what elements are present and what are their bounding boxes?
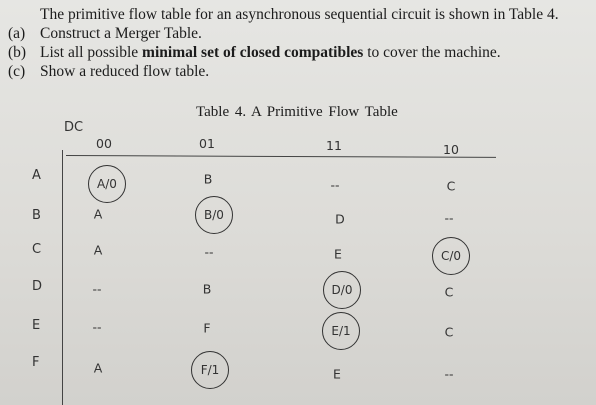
table-cell: A [93,242,103,258]
row-label-d: D [32,279,43,294]
question-label: (c) [8,63,26,80]
table-caption: Table 4. A Primitive Flow Table [196,104,398,120]
table-cell: B [202,281,212,297]
stable-state-cell: C/0 [432,237,470,275]
table-cell: D [335,211,345,227]
question-c [8,63,209,81]
question-label: (a) [8,25,26,42]
row-label-e: E [32,318,41,333]
table-cell: -- [444,210,454,226]
question-text-end: to cover the machine. [363,44,501,61]
question-text: Show a reduced flow table. [40,63,210,80]
table-state-rule [62,150,63,405]
row-label-b: B [32,208,41,223]
question-text: Construct a Merger Table. [40,25,202,42]
table-cell: B [203,171,213,187]
table-cell: C [446,178,456,194]
stable-state-cell: B/0 [195,196,233,234]
question-emphasis: minimal set of closed compatibles [142,44,364,61]
table-cell: C [444,284,454,300]
stable-state-cell: A/0 [88,165,126,203]
table-header-rule [66,155,496,158]
table-cell: F [203,320,211,336]
column-header: 10 [443,142,459,157]
question-b [8,44,501,62]
question-label: (b) [8,44,27,61]
table-cell: -- [92,319,102,335]
table-cell: -- [92,281,102,297]
table-cell: C [444,324,454,340]
question-text: List all possible [40,44,143,61]
table-cell: E [334,246,342,262]
table-corner-label: DC [64,120,84,135]
question-a [8,25,202,43]
table-cell: A [93,206,103,222]
stable-state-cell: F/1 [191,351,229,389]
row-label-a: A [32,168,41,183]
table-cell: A [93,360,103,376]
stable-state-cell: E/1 [322,312,360,350]
table-cell: -- [330,177,340,193]
table-cell: -- [204,244,214,260]
table-cell: E [333,366,341,382]
problem-intro: The primitive flow table for an asynchronous sequential circuit is shown in Table 4. [40,6,559,23]
stable-state-cell: D/0 [323,271,361,309]
row-label-f: F [32,355,40,370]
row-label-c: C [32,242,42,257]
column-header: 11 [326,138,342,153]
column-header: 01 [199,136,215,151]
column-header: 00 [96,136,112,151]
table-cell: -- [444,366,454,382]
